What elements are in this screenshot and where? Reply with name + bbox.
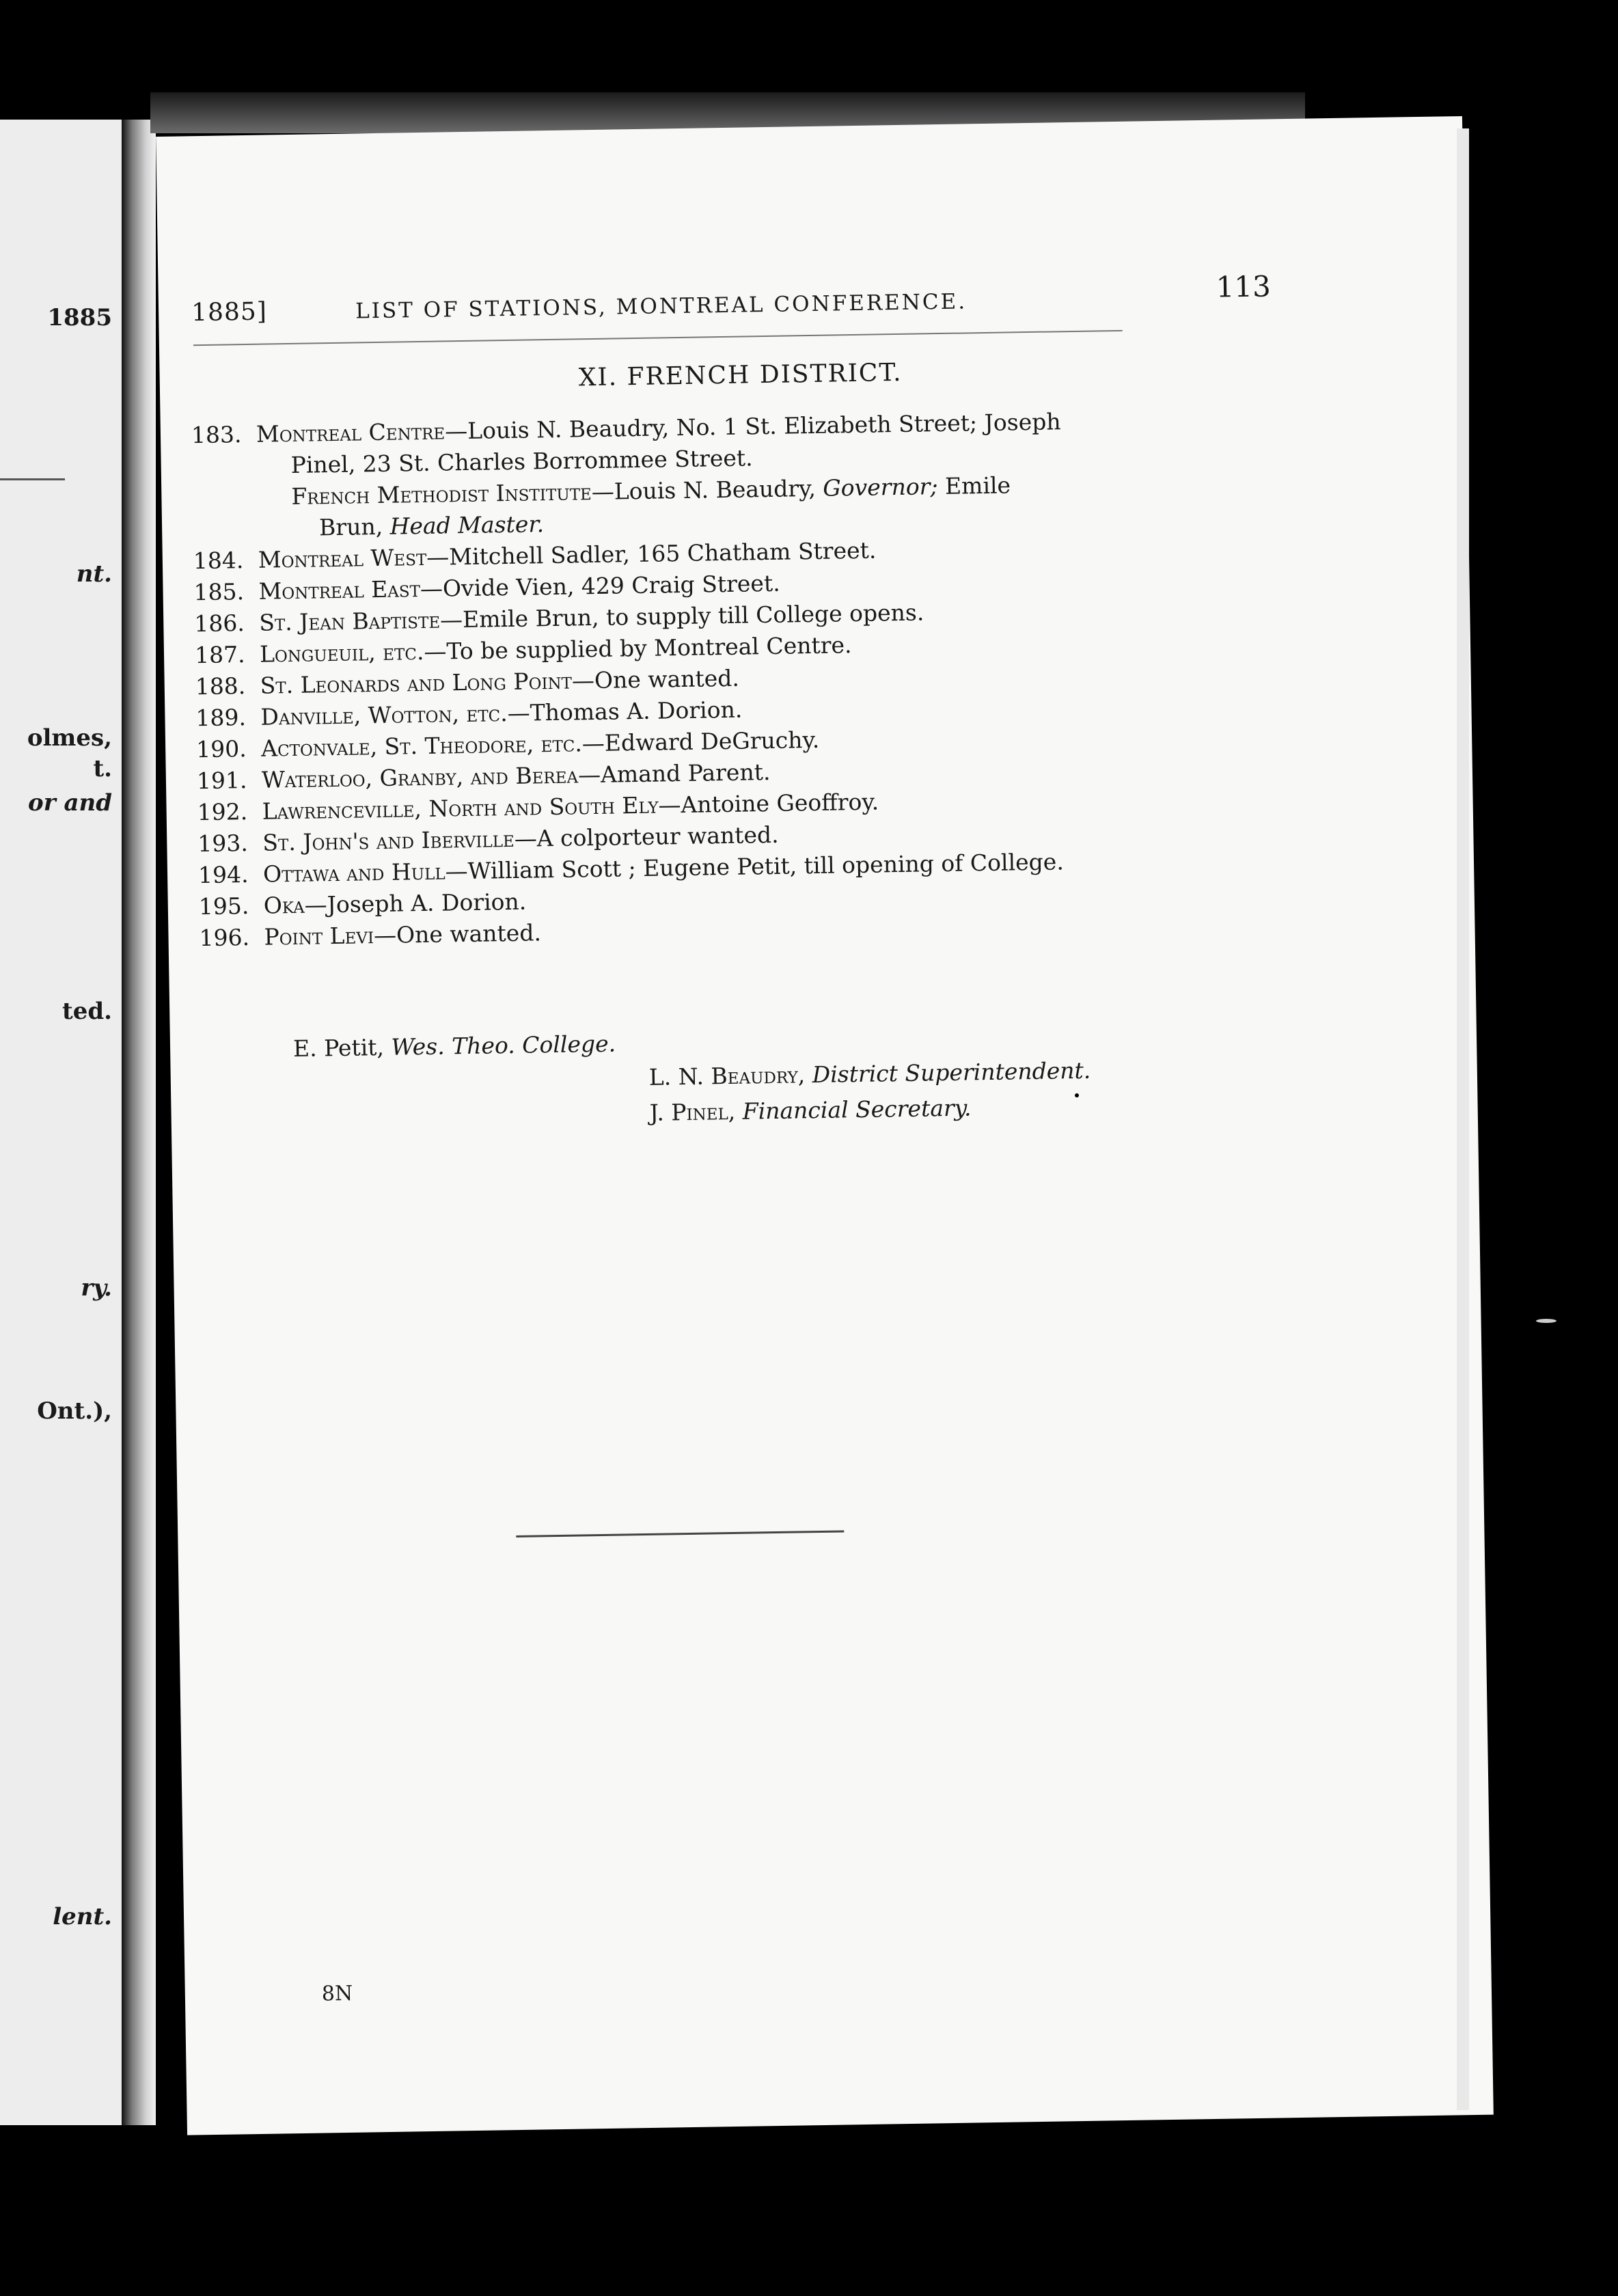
entry-text: —One wanted. (373, 919, 542, 949)
entry-place: Danville, Wotton, etc. (260, 700, 508, 730)
entry-text: —Amand Parent. (577, 758, 771, 789)
entry-number: 190. (195, 735, 247, 763)
left-page-fragment: ry. (81, 1274, 112, 1302)
left-page-fragment: t. (93, 755, 112, 782)
entry-number: 186. (194, 610, 245, 638)
entry-place: Ottawa and Hull (262, 858, 445, 888)
entry-text: —Louis N. Beaudry, No. 1 St. Elizabeth Street; Joseph (444, 408, 1061, 445)
left-page-year: 1885 (47, 304, 112, 331)
scan-speck (1536, 1319, 1557, 1323)
header-title: LIST OF STATIONS, MONTREAL CONFERENCE. (355, 289, 968, 324)
entry-number: 189. (195, 704, 247, 732)
entry-text: —Ovide Vien, 429 Craig Street. (420, 569, 780, 603)
entry-number: 183. (191, 421, 242, 449)
entry-continuation: Pinel, 23 St. Charles Borrommee Street. (290, 444, 753, 478)
entry-text: —To be supplied by Montreal Centre. (424, 631, 852, 665)
left-page-fragment: olmes, (27, 724, 112, 752)
header-rule (193, 330, 1123, 346)
entry-place: Oka (263, 891, 305, 919)
entry-text: —William Scott ; Eugene Petit, till opening of College. (445, 848, 1065, 885)
entry-text: —A colporteur wanted. (514, 821, 779, 852)
page-number: 113 (1216, 269, 1272, 304)
entry-place: Waterloo, Granby, and Berea (261, 761, 579, 793)
signature-superintendent (649, 1057, 1091, 1091)
entry-place: St. Leonards and Long Point (260, 667, 573, 699)
entry-number: 193. (197, 830, 249, 858)
entry-place: St. Jean Baptiste (259, 606, 441, 636)
entry-text: —Edward DeGruchy. (581, 726, 820, 757)
signature-name: J. Pinel, (649, 1097, 736, 1126)
entry-place: Montreal Centre (256, 418, 445, 448)
entry-text: —Louis N. Beaudry, (591, 474, 823, 506)
left-page-fragment: lent. (53, 1903, 112, 1930)
left-page-fragment: ted. (62, 998, 112, 1025)
entry-place: Point Levi (264, 922, 374, 951)
left-page (0, 120, 122, 2125)
page (156, 116, 1494, 2135)
left-page-rule (0, 478, 65, 480)
header-year: 1885] (191, 297, 268, 327)
left-page-fragment: nt. (76, 560, 112, 588)
entry-number: 196. (199, 924, 250, 952)
section-end-rule (516, 1530, 844, 1538)
signature-name: L. N. Beaudry, (648, 1061, 806, 1091)
entry-number: 195. (198, 892, 249, 920)
signature-role: District Superintendent. (812, 1056, 1091, 1089)
page-edge (1457, 128, 1469, 2110)
entry-number: 184. (193, 547, 244, 575)
entry-place: French Methodist Institute (291, 478, 592, 510)
student-college: Wes. Theo. College. (391, 1030, 616, 1061)
entry-role: Head Master. (389, 510, 545, 540)
entry-number: 192. (197, 798, 248, 826)
entry-text: —One wanted. (571, 664, 740, 694)
left-page-fragment: or and (28, 789, 112, 817)
student-name: E. Petit, (292, 1033, 392, 1063)
entry-text: —Joseph A. Dorion. (304, 888, 527, 918)
entry-number: 188. (195, 672, 246, 700)
entry-place: Montreal East (258, 575, 421, 605)
entry-text: —Thomas A. Dorion. (507, 696, 743, 727)
entry-place: Montreal West (258, 543, 427, 573)
entry-text: —Antoine Geoffroy. (658, 788, 879, 819)
left-page-fragment: Ont.), (37, 1397, 112, 1425)
running-header (191, 269, 1272, 327)
entry-place: St. John's and Iberville (262, 825, 515, 856)
entry-number: 194. (197, 861, 249, 889)
entry-number: 191. (196, 767, 247, 795)
entry-place: Lawrenceville, North and South Ely (262, 791, 659, 825)
signature-mark: 8N (321, 1981, 353, 2006)
scan-speck (1526, 34, 1531, 39)
entry-place: Actonvale, St. Theodore, etc. (260, 730, 583, 762)
entry-place: Longueuil, etc. (259, 638, 424, 668)
entry-text: —Mitchell Sadler, 165 Chatham Street. (426, 536, 877, 571)
entry-text: Emile (937, 472, 1011, 500)
entry-text: —Emile Brun, to supply till College opens. (439, 599, 924, 633)
entry-role: Governor; (823, 473, 938, 502)
station-list (191, 405, 1170, 954)
page-gutter (122, 120, 156, 2125)
district-heading: XI. FRENCH DISTRICT. (578, 358, 903, 392)
scan-speck (1075, 1093, 1079, 1097)
signature-secretary (649, 1094, 971, 1125)
entry-text: Brun, (318, 512, 390, 541)
entry-number: 185. (193, 578, 245, 606)
entry-number: 187. (194, 641, 245, 669)
signature-role: Financial Secretary. (742, 1094, 972, 1125)
student-note (293, 1030, 616, 1062)
